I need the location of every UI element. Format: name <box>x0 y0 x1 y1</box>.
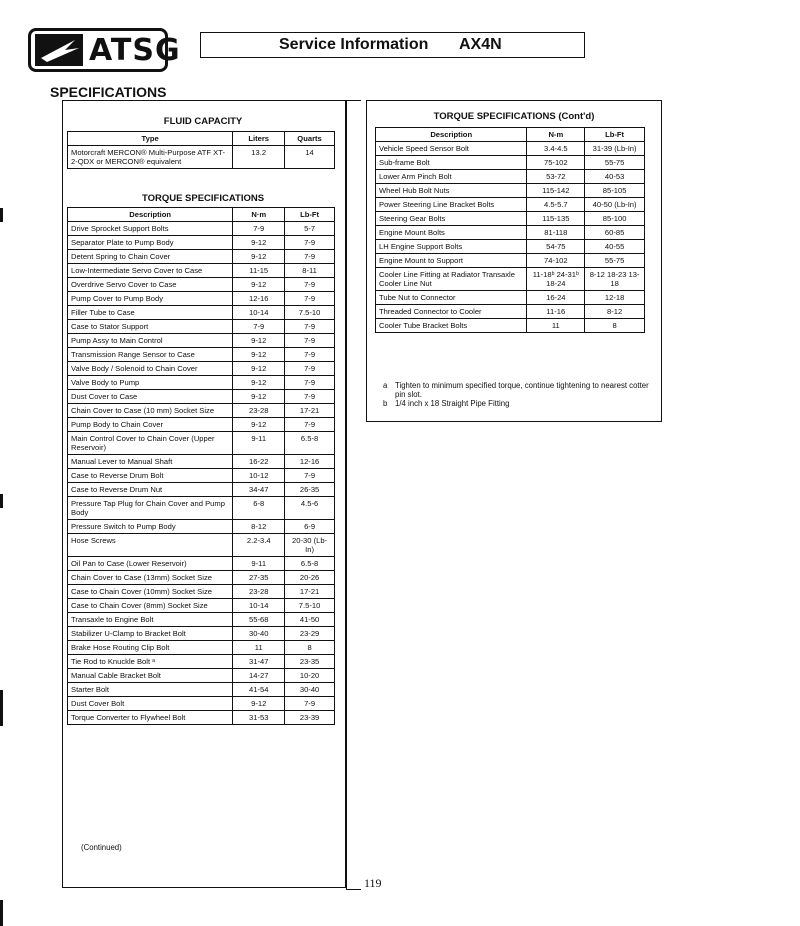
row-description: Torque Converter to Flywheel Bolt <box>68 711 233 725</box>
row-pound-feet: 7-9 <box>285 390 335 404</box>
row-pound-feet: 7-9 <box>285 418 335 432</box>
row-newton-meters: 54-75 <box>527 240 585 254</box>
row-pound-feet: 40-50 (Lb-In) <box>585 198 645 212</box>
table-row <box>68 250 335 264</box>
torque-cont-table-body <box>376 142 645 333</box>
row-newton-meters: 3.4-4.5 <box>527 142 585 156</box>
row-description: Power Steering Line Bracket Bolts <box>376 198 527 212</box>
row-pound-feet: 7-9 <box>285 376 335 390</box>
row-newton-meters: 23-28 <box>233 585 285 599</box>
table-row <box>68 320 335 334</box>
fluid-quarts: 14 <box>285 146 335 169</box>
table-row <box>68 146 335 169</box>
left-panel-shadow <box>346 100 361 890</box>
row-description: Chain Cover to Case (13mm) Socket Size <box>68 571 233 585</box>
row-pound-feet: 7-9 <box>285 278 335 292</box>
row-newton-meters: 9-12 <box>233 250 285 264</box>
row-pound-feet: 10-20 <box>285 669 335 683</box>
row-description: Sub-frame Bolt <box>376 156 527 170</box>
column-header: Description <box>68 208 233 222</box>
table-row <box>68 497 335 520</box>
row-pound-feet: 31-39 (Lb-In) <box>585 142 645 156</box>
row-description: Engine Mount to Support <box>376 254 527 268</box>
row-description: Valve Body to Pump <box>68 376 233 390</box>
right-panel <box>366 100 662 422</box>
table-row <box>68 306 335 320</box>
row-pound-feet: 8-12 18-23 13-18 <box>585 268 645 291</box>
table-row <box>68 278 335 292</box>
row-description: Lower Arm Pinch Bolt <box>376 170 527 184</box>
row-description: Overdrive Servo Cover to Case <box>68 278 233 292</box>
row-newton-meters: 8-12 <box>233 520 285 534</box>
table-row <box>68 348 335 362</box>
row-pound-feet: 30-40 <box>285 683 335 697</box>
row-description: Starter Bolt <box>68 683 233 697</box>
table-row <box>68 585 335 599</box>
footnote-text: Tighten to minimum specified torque, continue tightening to nearest cotter pin slot. <box>395 381 649 399</box>
row-pound-feet: 7-9 <box>285 320 335 334</box>
row-newton-meters: 55-68 <box>233 613 285 627</box>
row-newton-meters: 14-27 <box>233 669 285 683</box>
row-pound-feet: 20-26 <box>285 571 335 585</box>
row-description: Detent Spring to Chain Cover <box>68 250 233 264</box>
section-title: SPECIFICATIONS <box>50 84 167 100</box>
table-header-row <box>68 132 335 146</box>
row-newton-meters: 74-102 <box>527 254 585 268</box>
table-row <box>376 184 645 198</box>
row-newton-meters: 16-24 <box>527 291 585 305</box>
row-description: Separator Plate to Pump Body <box>68 236 233 250</box>
table-row <box>68 571 335 585</box>
row-newton-meters: 9-12 <box>233 362 285 376</box>
footnote-mark: b <box>383 399 388 408</box>
row-description: Wheel Hub Bolt Nuts <box>376 184 527 198</box>
row-newton-meters: 10-12 <box>233 469 285 483</box>
row-pound-feet: 7-9 <box>285 469 335 483</box>
table-row <box>68 404 335 418</box>
table-row <box>68 222 335 236</box>
row-description: Pump Cover to Pump Body <box>68 292 233 306</box>
row-newton-meters: 9-12 <box>233 236 285 250</box>
table-row <box>376 305 645 319</box>
row-pound-feet: 40-53 <box>585 170 645 184</box>
row-description: Pressure Tap Plug for Chain Cover and Pump Body <box>68 497 233 520</box>
row-pound-feet: 7-9 <box>285 292 335 306</box>
row-description: Filler Tube to Case <box>68 306 233 320</box>
table-row <box>376 240 645 254</box>
footnote-text: 1/4 inch x 18 Straight Pipe Fitting <box>395 399 510 408</box>
row-newton-meters: 9-11 <box>233 557 285 571</box>
row-pound-feet: 6-9 <box>285 520 335 534</box>
footnote-a <box>383 381 653 399</box>
row-pound-feet: 7.5-10 <box>285 599 335 613</box>
row-description: Hose Screws <box>68 534 233 557</box>
row-newton-meters: 81-118 <box>527 226 585 240</box>
row-newton-meters: 11-16 <box>527 305 585 319</box>
row-description: Case to Chain Cover (8mm) Socket Size <box>68 599 233 613</box>
row-pound-feet: 8 <box>285 641 335 655</box>
table-row <box>68 697 335 711</box>
table-row <box>68 483 335 497</box>
row-newton-meters: 9-12 <box>233 390 285 404</box>
torque-specs-table <box>67 207 335 725</box>
row-pound-feet: 17-21 <box>285 585 335 599</box>
row-newton-meters: 11 <box>233 641 285 655</box>
row-newton-meters: 115-142 <box>527 184 585 198</box>
row-newton-meters: 12-16 <box>233 292 285 306</box>
table-row <box>68 469 335 483</box>
logo-text: ATSG <box>89 33 181 68</box>
row-description: Engine Mount Bolts <box>376 226 527 240</box>
row-pound-feet: 23-39 <box>285 711 335 725</box>
column-header: Lb-Ft <box>585 128 645 142</box>
row-newton-meters: 10-14 <box>233 599 285 613</box>
header-model: AX4N <box>459 36 502 53</box>
row-description: Drive Sprocket Support Bolts <box>68 222 233 236</box>
table-row <box>376 170 645 184</box>
fluid-capacity-table <box>67 131 335 169</box>
table-row <box>376 198 645 212</box>
row-newton-meters: 9-12 <box>233 418 285 432</box>
row-pound-feet: 55-75 <box>585 254 645 268</box>
column-header: N·m <box>233 208 285 222</box>
table-row <box>68 236 335 250</box>
table-row <box>376 268 645 291</box>
row-pound-feet: 8-12 <box>585 305 645 319</box>
row-pound-feet: 7-9 <box>285 250 335 264</box>
table-row <box>376 319 645 333</box>
row-description: Dust Cover Bolt <box>68 697 233 711</box>
row-pound-feet: 7-9 <box>285 697 335 711</box>
row-description: Threaded Connector to Cooler <box>376 305 527 319</box>
table-row <box>68 557 335 571</box>
row-newton-meters: 115-135 <box>527 212 585 226</box>
row-newton-meters: 34-47 <box>233 483 285 497</box>
row-pound-feet: 23-35 <box>285 655 335 669</box>
row-description: Case to Reverse Drum Nut <box>68 483 233 497</box>
table-row <box>376 212 645 226</box>
column-header: Quarts <box>285 132 335 146</box>
row-pound-feet: 5-7 <box>285 222 335 236</box>
row-description: Cooler Tube Bracket Bolts <box>376 319 527 333</box>
row-pound-feet: 4.5-6 <box>285 497 335 520</box>
row-newton-meters: 10-14 <box>233 306 285 320</box>
row-newton-meters: 11-18ᵇ 24-31ᵇ 18-24 <box>527 268 585 291</box>
row-pound-feet: 40-55 <box>585 240 645 254</box>
row-pound-feet: 12-16 <box>285 455 335 469</box>
row-description: Main Control Cover to Chain Cover (Upper Reservoir) <box>68 432 233 455</box>
atsg-logo <box>28 28 181 72</box>
fluid-capacity-title: FLUID CAPACITY <box>163 116 243 127</box>
table-row <box>68 520 335 534</box>
bird-logo-icon <box>35 34 83 66</box>
row-pound-feet: 7-9 <box>285 236 335 250</box>
row-pound-feet: 7-9 <box>285 348 335 362</box>
header-title: Service Information <box>279 36 429 53</box>
scan-edge-mark <box>0 690 3 726</box>
table-row <box>376 142 645 156</box>
row-description: Chain Cover to Case (10 mm) Socket Size <box>68 404 233 418</box>
row-description: Low-Intermediate Servo Cover to Case <box>68 264 233 278</box>
table-row <box>376 254 645 268</box>
row-pound-feet: 26-35 <box>285 483 335 497</box>
table-row <box>68 455 335 469</box>
row-description: Tube Nut to Connector <box>376 291 527 305</box>
row-newton-meters: 9-12 <box>233 376 285 390</box>
row-pound-feet: 20-30 (Lb-In) <box>285 534 335 557</box>
row-newton-meters: 9-12 <box>233 348 285 362</box>
row-newton-meters: 30-40 <box>233 627 285 641</box>
header-box <box>200 32 585 58</box>
row-pound-feet: 8 <box>585 319 645 333</box>
column-header: Description <box>376 128 527 142</box>
row-newton-meters: 4.5-5.7 <box>527 198 585 212</box>
row-description: Pump Body to Chain Cover <box>68 418 233 432</box>
table-row <box>68 655 335 669</box>
row-pound-feet: 41-50 <box>285 613 335 627</box>
row-pound-feet: 17-21 <box>285 404 335 418</box>
row-newton-meters: 75-102 <box>527 156 585 170</box>
page-number: 119 <box>364 876 382 890</box>
row-pound-feet: 6.5-8 <box>285 432 335 455</box>
footnote-b <box>383 399 653 408</box>
row-newton-meters: 6-8 <box>233 497 285 520</box>
row-newton-meters: 11-15 <box>233 264 285 278</box>
table-header-row <box>376 128 645 142</box>
column-header: Liters <box>233 132 285 146</box>
table-row <box>68 669 335 683</box>
scan-edge-mark <box>0 208 3 222</box>
row-description: Case to Stator Support <box>68 320 233 334</box>
row-newton-meters: 11 <box>527 319 585 333</box>
row-description: Oil Pan to Case (Lower Reservoir) <box>68 557 233 571</box>
row-description: Manual Lever to Manual Shaft <box>68 455 233 469</box>
table-row <box>68 641 335 655</box>
row-pound-feet: 7-9 <box>285 334 335 348</box>
row-newton-meters: 31-47 <box>233 655 285 669</box>
row-newton-meters: 16-22 <box>233 455 285 469</box>
footnotes <box>383 381 653 408</box>
row-description: Tie Rod to Knuckle Bolt ᵃ <box>68 655 233 669</box>
table-row <box>68 599 335 613</box>
row-newton-meters: 7-9 <box>233 320 285 334</box>
table-row <box>376 156 645 170</box>
table-row <box>68 683 335 697</box>
table-header-row <box>68 208 335 222</box>
row-pound-feet: 7.5-10 <box>285 306 335 320</box>
row-newton-meters: 7-9 <box>233 222 285 236</box>
row-newton-meters: 2.2-3.4 <box>233 534 285 557</box>
row-newton-meters: 9-11 <box>233 432 285 455</box>
left-panel <box>62 100 347 888</box>
table-row <box>68 362 335 376</box>
row-newton-meters: 9-12 <box>233 334 285 348</box>
row-description: Transmission Range Sensor to Case <box>68 348 233 362</box>
table-row <box>68 534 335 557</box>
row-newton-meters: 9-12 <box>233 697 285 711</box>
row-description: Transaxle to Engine Bolt <box>68 613 233 627</box>
torque-cont-title: TORQUE SPECIFICATIONS (Cont'd) <box>433 111 595 122</box>
row-description: Vehicle Speed Sensor Bolt <box>376 142 527 156</box>
row-description: Pressure Switch to Pump Body <box>68 520 233 534</box>
table-row <box>68 432 335 455</box>
row-pound-feet: 12-18 <box>585 291 645 305</box>
row-pound-feet: 23-29 <box>285 627 335 641</box>
fluid-type: Motorcraft MERCON® Multi-Purpose ATF XT-2-QDX or MERCON® equivalent <box>68 146 233 169</box>
row-pound-feet: 7-9 <box>285 362 335 376</box>
scan-edge-mark <box>0 494 3 508</box>
row-newton-meters: 41-54 <box>233 683 285 697</box>
row-newton-meters: 27-35 <box>233 571 285 585</box>
table-row <box>376 291 645 305</box>
column-header: Type <box>68 132 233 146</box>
table-row <box>68 418 335 432</box>
table-row <box>68 613 335 627</box>
table-row <box>68 627 335 641</box>
row-newton-meters: 53-72 <box>527 170 585 184</box>
table-row <box>68 711 335 725</box>
row-description: Manual Cable Bracket Bolt <box>68 669 233 683</box>
row-description: Steering Gear Bolts <box>376 212 527 226</box>
footnote-mark: a <box>383 381 388 390</box>
row-description: Case to Reverse Drum Bolt <box>68 469 233 483</box>
table-row <box>68 376 335 390</box>
row-description: Stabilizer U-Clamp to Bracket Bolt <box>68 627 233 641</box>
table-row <box>376 226 645 240</box>
row-description: LH Engine Support Bolts <box>376 240 527 254</box>
table-row <box>68 390 335 404</box>
table-row <box>68 292 335 306</box>
scan-edge-mark <box>0 900 3 926</box>
fluid-liters: 13.2 <box>233 146 285 169</box>
row-pound-feet: 6.5-8 <box>285 557 335 571</box>
row-description: Valve Body / Solenoid to Chain Cover <box>68 362 233 376</box>
row-pound-feet: 85-105 <box>585 184 645 198</box>
torque-cont-table <box>375 127 645 333</box>
row-pound-feet: 55-75 <box>585 156 645 170</box>
table-row <box>68 264 335 278</box>
table-row <box>68 334 335 348</box>
row-pound-feet: 60-85 <box>585 226 645 240</box>
row-newton-meters: 23-28 <box>233 404 285 418</box>
continued-label: (Continued) <box>81 843 122 852</box>
torque-specs-title: TORQUE SPECIFICATIONS <box>141 193 265 204</box>
row-newton-meters: 9-12 <box>233 278 285 292</box>
column-header: Lb-Ft <box>285 208 335 222</box>
row-description: Dust Cover to Case <box>68 390 233 404</box>
row-pound-feet: 85-100 <box>585 212 645 226</box>
torque-table-body <box>68 222 335 725</box>
row-description: Cooler Line Fitting at Radiator Transaxle Cooler Line Nut <box>376 268 527 291</box>
row-newton-meters: 31-53 <box>233 711 285 725</box>
row-description: Case to Chain Cover (10mm) Socket Size <box>68 585 233 599</box>
row-pound-feet: 8-11 <box>285 264 335 278</box>
column-header: N-m <box>527 128 585 142</box>
row-description: Pump Assy to Main Control <box>68 334 233 348</box>
row-description: Brake Hose Routing Clip Bolt <box>68 641 233 655</box>
